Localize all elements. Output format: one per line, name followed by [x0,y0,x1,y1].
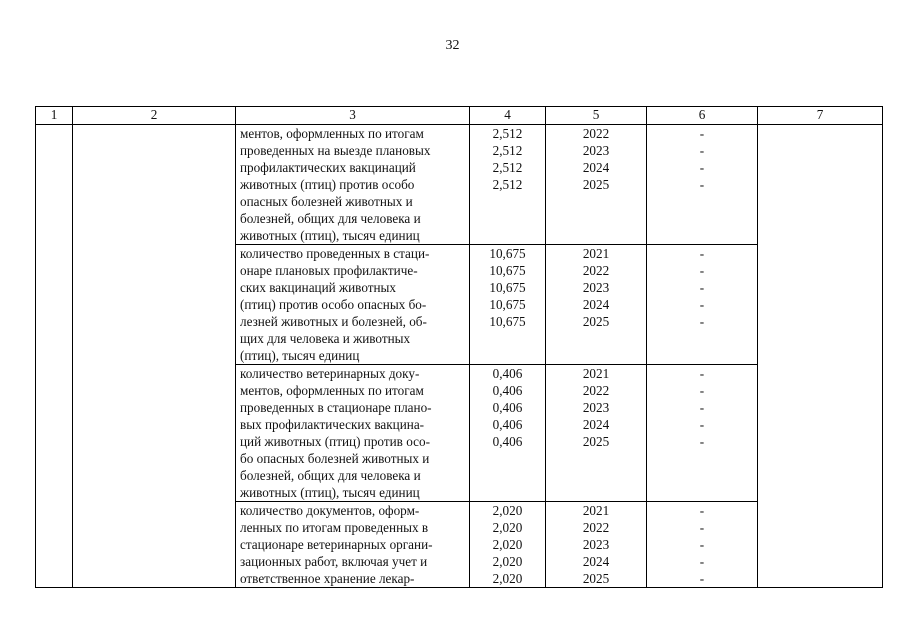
indicator-text-line: болезней, общих для человека и [240,211,421,226]
indicator-text-line: проведенных на выезде плановых [240,143,431,158]
year: 2025 [582,571,610,586]
value-cell [470,245,546,365]
value: 0,406 [492,366,523,381]
page-number: 32 [445,38,460,53]
value: 0,406 [492,434,523,449]
year: 2024 [582,160,610,175]
value: 10,675 [489,297,526,312]
value: 10,675 [489,246,526,261]
indicator-text-line: животных (птиц), тысяч единиц [240,228,420,243]
indicator-text-cell [236,245,470,365]
header-cell-5: 5 [546,107,647,125]
col6-value: - [699,571,705,586]
indicator-text-line: зационных работ, включая учет и [240,554,428,569]
col6-value: - [699,280,705,295]
year: 2023 [582,280,610,295]
indicator-text-line: стационаре ветеринарных органи- [240,537,433,552]
col7-cell [758,125,883,588]
indicator-text-line: профилактических вакцинаций [240,160,416,175]
year-cell [546,125,647,245]
value: 2,020 [492,520,523,535]
col2-cell [73,125,236,588]
year: 2022 [582,383,610,398]
indicator-text-cell [236,365,470,502]
indicator-text-line: щих для человека и животных [240,331,411,346]
col6-value-cell [647,502,758,588]
value: 0,406 [492,383,523,398]
col6-value: - [699,314,705,329]
col6-value: - [699,160,705,175]
col6-value: - [699,503,705,518]
value: 10,675 [489,314,526,329]
col6-value-cell [647,365,758,502]
col6-value: - [699,400,705,415]
header-cell-4: 4 [470,107,546,125]
value: 10,675 [489,280,526,295]
indicator-text-line: лезней животных и болезней, об- [240,314,427,329]
indicator-text-cell [236,502,470,588]
indicator-text-cell [236,125,470,245]
indicator-text-line: ских вакцинаций животных [240,280,397,295]
year: 2024 [582,554,610,569]
year: 2022 [582,520,610,535]
value-cell [470,125,546,245]
indicator-text-line: животных (птиц), тысяч единиц [240,485,420,500]
year: 2021 [582,366,610,381]
col6-value-cell [647,245,758,365]
year: 2023 [582,143,610,158]
header-row [36,107,883,125]
col6-value: - [699,126,705,141]
table-row [36,125,883,245]
indicator-table [35,106,883,588]
col6-value: - [699,383,705,398]
indicator-text-line: количество ветеринарных доку- [240,366,420,381]
value: 2,020 [492,537,523,552]
indicator-text-line: ленных по итогам проведенных в [240,520,429,535]
indicator-text-line: опасных болезней животных и [240,194,413,209]
indicator-text-line: количество документов, оформ- [240,503,420,518]
indicator-text-line: количество проведенных в стаци- [240,246,430,261]
value-cell [470,502,546,588]
value: 2,512 [492,160,523,175]
value: 2,020 [492,571,523,586]
year-cell [546,365,647,502]
header-cell-2: 2 [73,107,236,125]
value-cell [470,365,546,502]
indicator-text-line: бо опасных болезней животных и [240,451,430,466]
col6-value: - [699,177,705,192]
indicator-text-line: (птиц) против особо опасных бо- [240,297,427,312]
year: 2023 [582,537,610,552]
year: 2024 [582,297,610,312]
year: 2021 [582,503,610,518]
indicator-text-line: ответственное хранение лекар- [240,571,415,586]
col6-value: - [699,297,705,312]
indicator-text-line: животных (птиц) против особо [240,177,415,192]
indicator-text-line: ментов, оформленных по итогам [240,126,424,141]
col6-value: - [699,554,705,569]
col6-value-cell [647,125,758,245]
indicator-text-line: проведенных в стационаре плано- [240,400,432,415]
year: 2022 [582,263,610,278]
value: 2,512 [492,177,523,192]
year: 2025 [582,177,610,192]
col1-cell [36,125,73,588]
year: 2025 [582,314,610,329]
header-cell-7: 7 [758,107,883,125]
value: 2,020 [492,503,523,518]
col6-value: - [699,434,705,449]
value: 0,406 [492,417,523,432]
col6-value: - [699,143,705,158]
col6-value: - [699,366,705,381]
header-cell-3: 3 [236,107,470,125]
year-cell [546,245,647,365]
indicator-text-line: ментов, оформленных по итогам [240,383,424,398]
value: 2,512 [492,143,523,158]
col6-value: - [699,537,705,552]
year: 2023 [582,400,610,415]
year: 2025 [582,434,610,449]
value: 2,512 [492,126,523,141]
year-cell [546,502,647,588]
col6-value: - [699,520,705,535]
col6-value: - [699,263,705,278]
header-cell-1: 1 [36,107,73,125]
indicator-text-line: онаре плановых профилактиче- [240,263,418,278]
indicator-text-line: (птиц), тысяч единиц [240,348,360,363]
value: 10,675 [489,263,526,278]
header-cell-6: 6 [647,107,758,125]
year: 2021 [582,246,610,261]
value: 2,020 [492,554,523,569]
indicator-text-line: ций животных (птиц) против осо- [240,434,430,449]
year: 2024 [582,417,610,432]
value: 0,406 [492,400,523,415]
indicator-text-line: болезней, общих для человека и [240,468,421,483]
year: 2022 [582,126,610,141]
col6-value: - [699,417,705,432]
col6-value: - [699,246,705,261]
indicator-text-line: вых профилактических вакцина- [240,417,425,432]
